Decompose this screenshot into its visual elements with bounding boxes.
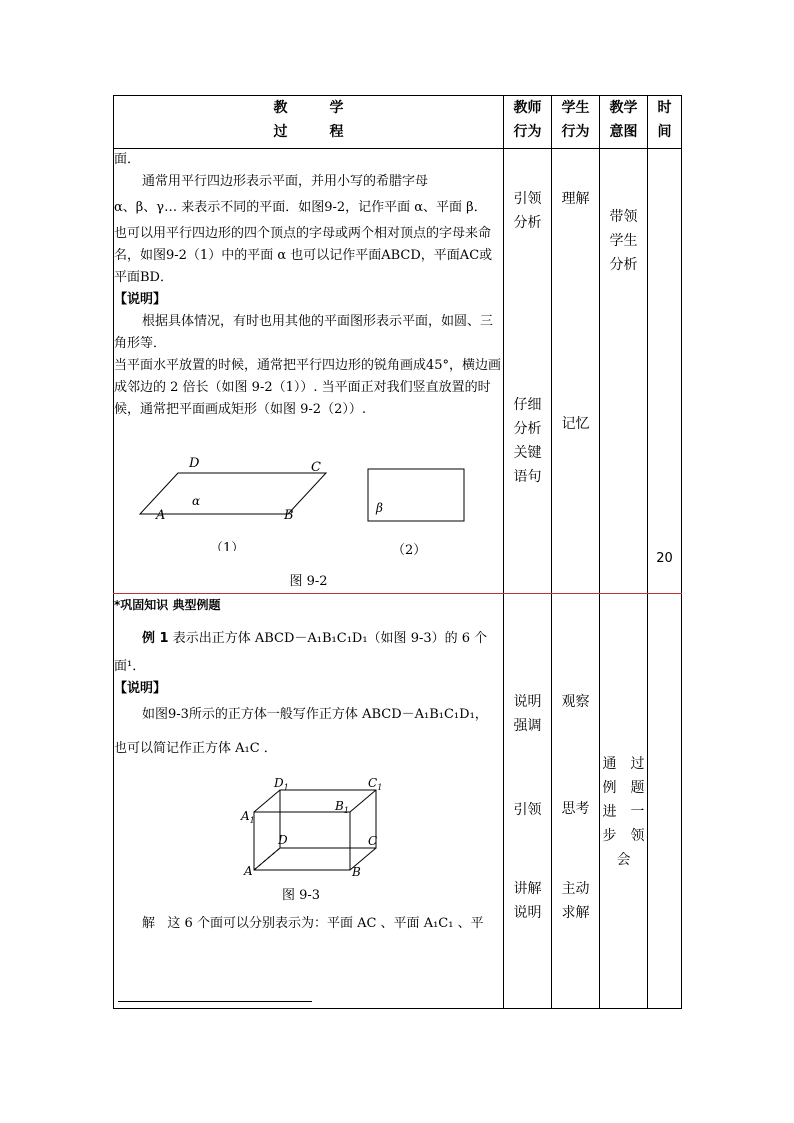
time-value: 20 xyxy=(656,551,673,566)
cube-label-B1: $B_1$ xyxy=(335,799,349,815)
student2-c-line2: 求解 xyxy=(561,905,590,921)
figure-9-3 xyxy=(114,760,503,885)
header-process-line2: 过 程 xyxy=(273,124,344,140)
section1-teacher xyxy=(504,149,552,594)
section2-content xyxy=(114,594,504,1009)
label-D: D xyxy=(189,456,200,471)
figure-9-2-drawing xyxy=(114,421,494,551)
header-intent-line2: 意图 xyxy=(609,124,638,140)
header-teacher xyxy=(504,96,552,149)
intent-line2: 学生 xyxy=(609,233,638,249)
cube-back-face xyxy=(280,790,376,848)
header-process-line1: 教 学 xyxy=(273,100,344,116)
example-text: 表示出正方体 ABCD－A₁B₁C₁D₁（如图 9-3）的 6 个 xyxy=(172,631,488,646)
intent-line3: 分析 xyxy=(609,257,638,273)
teacher-a-line2: 分析 xyxy=(513,215,542,231)
teacher2-a-line2: 强调 xyxy=(513,718,542,734)
student2-c-line1: 主动 xyxy=(561,881,590,897)
header-time-line1: 时 xyxy=(657,100,672,116)
section2-student xyxy=(552,594,600,1009)
section1-para1: 通常用平行四边形表示平面，并用小写的希腊字母 xyxy=(142,174,429,189)
teacher-b-line2: 分析 xyxy=(513,421,542,437)
fig1-caption: （1） xyxy=(210,541,245,551)
teacher2-c-line1: 讲解 xyxy=(513,881,542,897)
intent2-line2: 例 题 xyxy=(602,780,645,796)
teacher-a-line1: 引领 xyxy=(513,191,542,207)
student2-b: 思考 xyxy=(561,801,590,817)
section1-student xyxy=(552,149,600,594)
figure-9-3-caption: 图 9-3 xyxy=(282,888,321,903)
figure-9-2-caption: 图 9-2 xyxy=(289,574,328,589)
section1-para1b: α、β、γ… 来表示不同的平面．如图9-2，记作平面 α、平面 β． xyxy=(114,200,487,215)
section2-row xyxy=(114,594,682,1009)
teacher2-a-line1: 说明 xyxy=(513,694,542,710)
header-row xyxy=(114,96,682,149)
cube-label-D: D xyxy=(278,833,288,847)
cube-label-C: C xyxy=(368,834,378,848)
cube-label-A: A xyxy=(244,864,253,878)
label-B: B xyxy=(284,508,294,523)
figure-9-2 xyxy=(114,421,503,558)
intent-line1: 带领 xyxy=(609,209,638,225)
solution-text: 这 6 个面可以分别表示为：平面 AC 、平面 A₁C₁ 、平 xyxy=(167,916,484,931)
teacher-b-line1: 仔细 xyxy=(513,397,542,413)
teacher-b-line3: 关键 xyxy=(513,445,542,461)
cube-label-A1: $A_1$ xyxy=(241,809,255,825)
cube-front-face xyxy=(254,812,350,870)
section1-row xyxy=(114,149,682,594)
intent2-line1: 通 过 xyxy=(602,756,645,772)
header-time-line2: 间 xyxy=(657,124,672,140)
section1-time xyxy=(648,149,682,594)
section2-para2: 也可以简记作正方体 A₁C ． xyxy=(114,741,277,756)
header-teacher-line2: 行为 xyxy=(513,124,542,140)
section2-time xyxy=(648,594,682,1009)
section1-line0: 面． xyxy=(114,152,141,167)
header-student-line2: 行为 xyxy=(561,124,590,140)
header-teacher-line1: 教师 xyxy=(513,100,542,116)
teacher2-b: 引领 xyxy=(513,802,542,818)
section2-para1: 如图9-3所示的正方体一般写作正方体 ABCD－A₁B₁C₁D₁， xyxy=(142,707,488,722)
parallelogram-alpha xyxy=(140,473,326,514)
section2-note-label: 【说明】 xyxy=(114,681,167,696)
section2-intent xyxy=(600,594,648,1009)
intent2-line3: 进 一 xyxy=(602,804,645,820)
example-label: 例 1 xyxy=(142,631,169,646)
section1-para4: 当平面水平放置的时候，通常把平行四边形的锐角画成45°，横边画成邻边的 2 倍长（如图 9-2（1））. 当平面正对我们竖直放置的时候，通常把平面画成矩形（如图 9-2（2））. xyxy=(114,358,502,417)
label-A: A xyxy=(156,508,166,523)
student2-a: 观察 xyxy=(561,694,590,710)
header-student-line1: 学生 xyxy=(561,100,590,116)
cube-label-B: B xyxy=(352,865,361,879)
student-b: 记忆 xyxy=(561,416,590,432)
intent2-line4: 步 领 xyxy=(602,828,645,844)
header-intent xyxy=(600,96,648,149)
example-text2: 面¹． xyxy=(114,659,146,674)
cube-label-D1: $D_1$ xyxy=(274,776,289,792)
solution-label: 解 xyxy=(142,916,156,931)
student-a: 理解 xyxy=(561,191,590,207)
intent2-line5: 会 xyxy=(616,852,631,868)
teacher2-c-line2: 说明 xyxy=(513,905,542,921)
label-C: C xyxy=(311,460,321,475)
fig2-caption: （2） xyxy=(392,543,427,558)
label-alpha: α xyxy=(192,494,201,508)
header-process xyxy=(114,96,504,149)
lesson-table xyxy=(113,95,682,1009)
teacher-b-line4: 语句 xyxy=(513,469,542,485)
section1-content xyxy=(114,149,504,594)
cube-drawing xyxy=(114,760,494,885)
label-beta: β xyxy=(376,501,383,515)
header-student xyxy=(552,96,600,149)
header-time xyxy=(648,96,682,149)
section2-title: *巩固知识 典型例题 xyxy=(114,598,221,612)
header-intent-line1: 教学 xyxy=(609,100,638,116)
section1-note-label: 【说明】 xyxy=(114,292,167,307)
cube-label-C1: $C_1$ xyxy=(368,776,383,792)
section2-teacher xyxy=(504,594,552,1009)
section1-para2: 也可以用平行四边形的四个顶点的字母或两个相对顶点的字母来命名，如图9-2（1）中的平面 α 也可以记作平面ABCD，平面AC或平面BD． xyxy=(114,226,493,285)
section1-para3: 根据具体情况，有时也用其他的平面图形表示平面，如圆、三角形等． xyxy=(114,314,494,351)
footnote-rule xyxy=(118,1001,312,1002)
section1-intent xyxy=(600,149,648,594)
